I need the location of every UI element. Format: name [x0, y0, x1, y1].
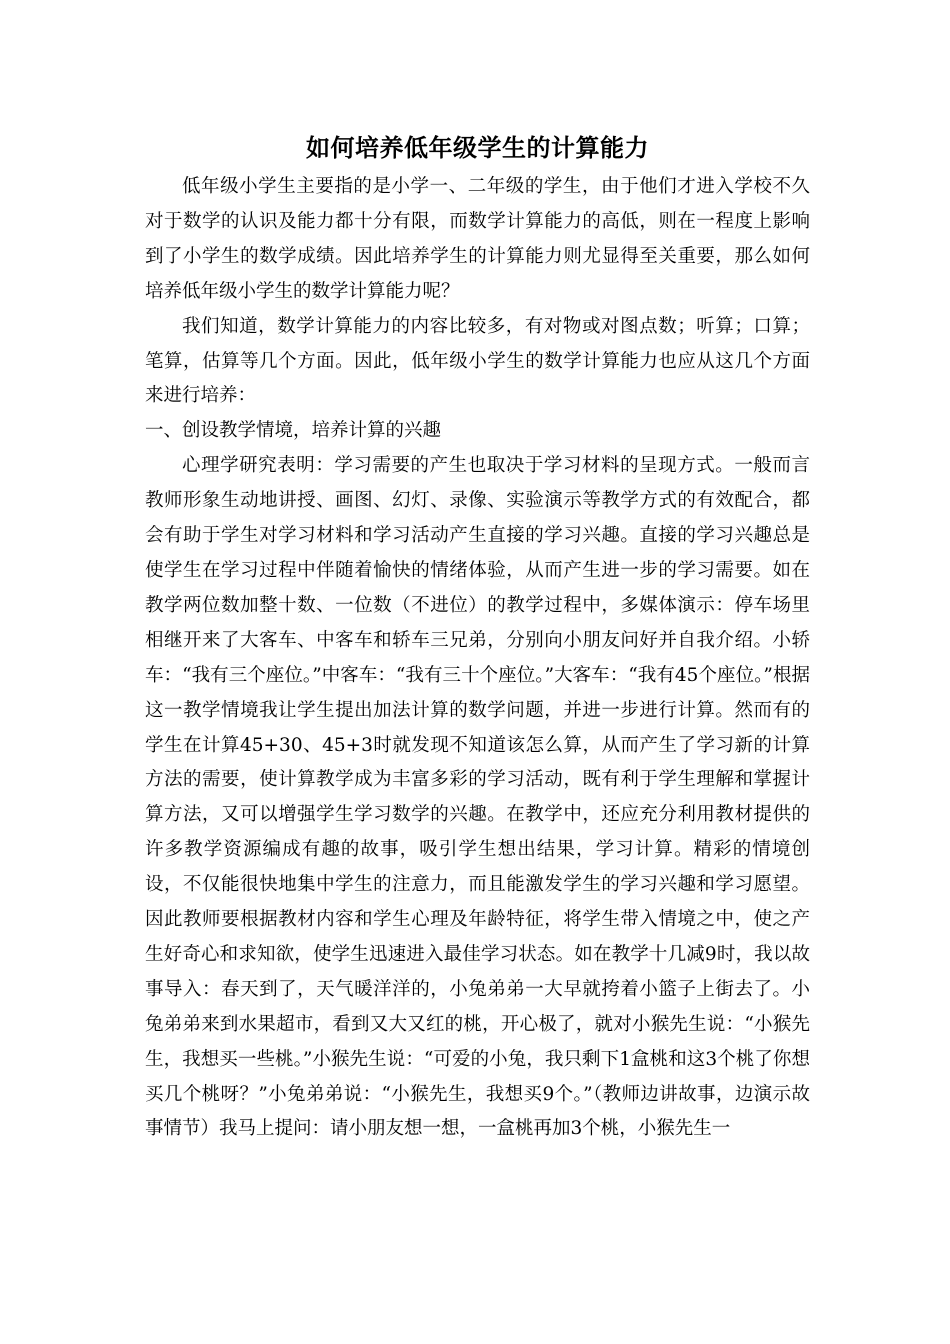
document-page — [145, 128, 810, 1147]
intro-paragraph: 低年级小学生主要指的是小学一、二年级的学生，由于他们才进入学校不久对于数学的认识及能力都十分有限，而数学计算能力的高低，则在一程度上影响到了小学生的数学成绩。因此培养学生的计算能力则尤显得至关重要，那么如何培养低年级小学生的数学计算能力呢？ — [145, 176, 810, 302]
document-body — [145, 170, 810, 1147]
overview-paragraph: 我们知道，数学计算能力的内容比较多，有对物或对图点数；听算；口算；笔算，估算等几个方面。因此，低年级小学生的数学计算能力也应从这几个方面来进行培养： — [145, 315, 810, 407]
document-title: 如何培养低年级学生的计算能力 — [306, 134, 649, 162]
section-paragraph: 心理学研究表明：学习需要的产生也取决于学习材料的呈现方式。一般而言教师形象生动地讲授、画图、幻灯、录像、实验演示等教学方式的有效配合，都会有助于学生对学习材料和学习活动产生直接的学习兴趣。直接的学习兴趣总是使学生在学习过程中伴随着愉快的情绪体验，从而产生进一步的学习需要。如在教学两位数加整十数、一位数（不进位）的教学过程中，多媒体演示：停车场里相继开来了大客车、中客车和轿车三兄弟，分别向小朋友问好并自我介绍。小轿车：“我有三个座位。”中客车：“我有三十个座位。”大客车：“我有45个座位。”根据这一教学情境我让学生提出加法计算的数学问题，并进一步进行计算。然而有的学生在计算45+30、45+3时就发现不知道该怎么算，从而产生了学习新的计算方法的需要，使计算教学成为丰富多彩的学习活动，既有利于学生理解和掌握计算方法，又可以增强学生学习数学的兴趣。在教学中，还应充分利用教材提供的许多教学资源编成有趣的故事，吸引学生想出结果，学习计算。精彩的情境创设，不仅能很快地集中学生的注意力，而且能激发学生的学习兴趣和学习愿望。因此教师要根据教材内容和学生心理及年龄特征，将学生带入情境之中，使之产生好奇心和求知欲，使学生迅速进入最佳学习状态。如在教学十几减9时，我以故事导入：春天到了，天气暖洋洋的，小兔弟弟一大早就挎着小篮子上街去了。小兔弟弟来到水果超市，看到又大又红的桃，开心极了，就对小猴先生说：“小猴先生，我想买一些桃。”小猴先生说：“可爱的小兔，我只剩下1盒桃和这3个桃了你想买几个桃呀？”小兔弟弟说：“小猴先生，我想买9个。”（教师边讲故事，边演示故事情节）我马上提问：请小朋友想一想，一盒桃再加3个桃，小猴先生一 — [145, 455, 810, 1140]
section-heading: 一、创设教学情境，培养计算的兴趣 — [145, 420, 442, 442]
